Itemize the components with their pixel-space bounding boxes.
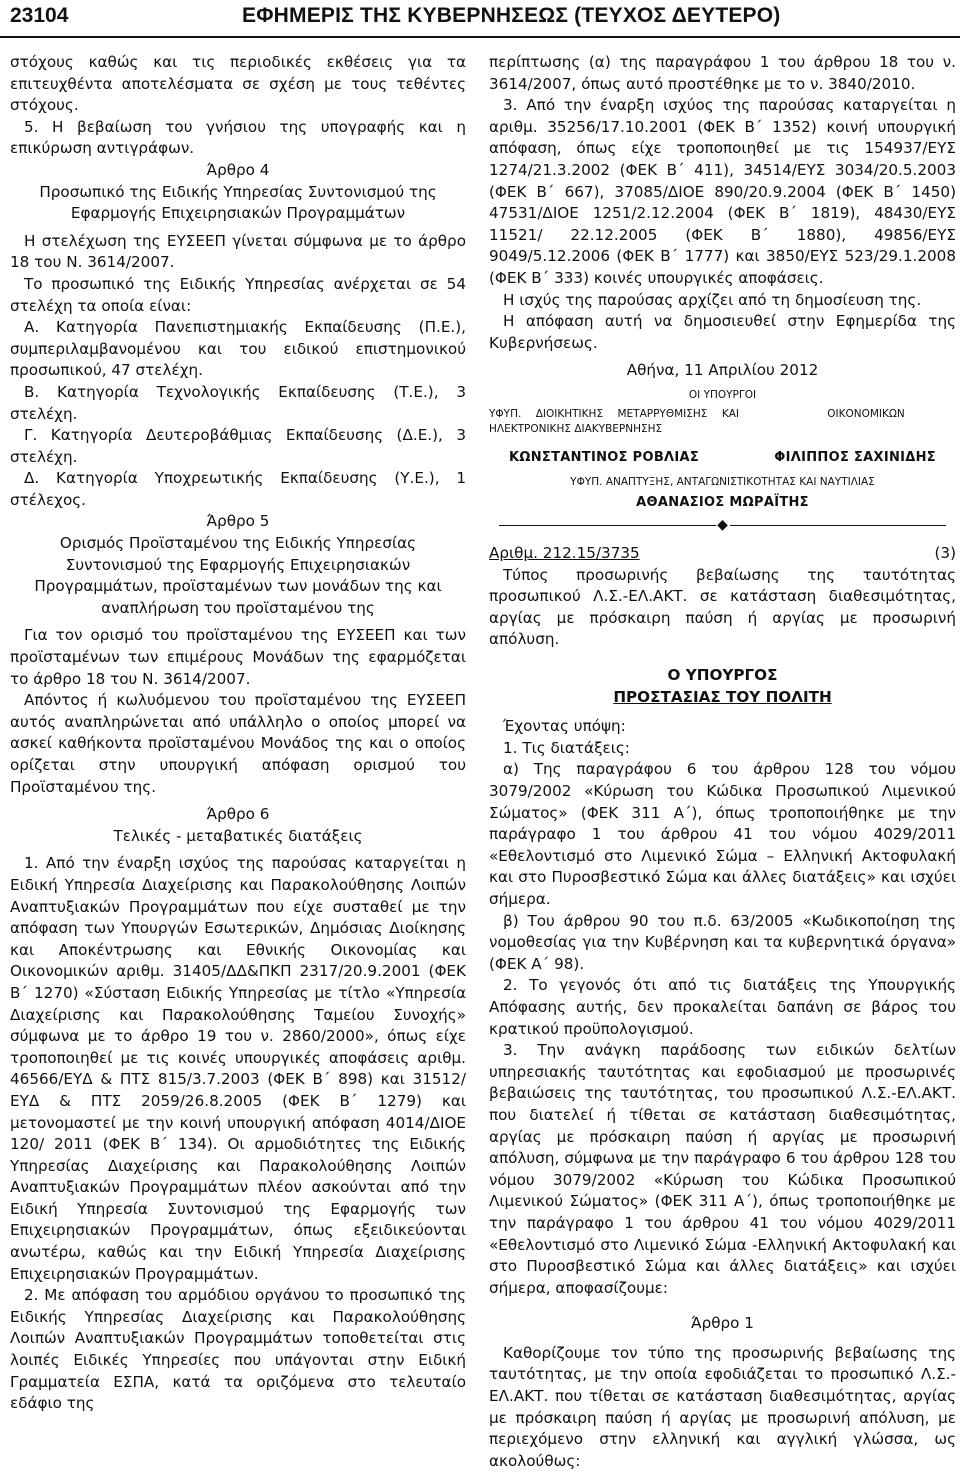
gazette-title: ΕΦΗΜΕΡΙΣ ΤΗΣ ΚΥΒΕΡΝΗΣΕΩΣ (ΤΕΥΧΟΣ ΔΕΥΤΕΡΟ) <box>242 4 781 27</box>
paragraph: Β. Κατηγορία Τεχνολογικής Εκπαίδευσης (Τ.Ε.), 3 στελέχη. <box>10 382 466 423</box>
paragraph: 1. Τις διατάξεις: <box>503 738 630 757</box>
decision-index: (3) <box>934 544 956 563</box>
article-5-heading: Ορισμός Προϊσταμένου της Ειδικής Υπηρεσίας Συντονισμού της Εφαρμογής Επιχειρησιακών Προγραμμάτων, προϊσταμένων των μονάδων της και αναπλήρωση του προϊσταμένου της <box>34 534 442 617</box>
paragraph: Α. Κατηγορία Πανεπιστημιακής Εκπαίδευσης (Π.Ε.), συμπεριλαμβανομένου και του ειδικού επιστημονικού προσωπικού, 47 στελέχη. <box>10 318 466 380</box>
decision-title: Τύπος προσωρινής βεβαίωσης της ταυτότητας προσωπικού Λ.Σ.-ΕΛ.ΑΚΤ. σε κατάσταση διαθεσιμότητας, αργίας με πρόσκαιρη παύση ή αργίας με προσωρινή απόλυση. <box>489 565 956 649</box>
paragraph: Δ. Κατηγορία Υποχρεωτικής Εκπαίδευσης (Υ.Ε.), 1 στέλεχος. <box>10 469 466 509</box>
paragraph: β) Του άρθρου 90 του π.δ. 63/2005 «Κωδικοποίηση της νομοθεσίας για την Κυβέρνηση και τα κυβερνητικά όργανα» (ΦΕΚ Α΄ 98). <box>489 911 956 973</box>
ministers-label: ΟΙ ΥΠΟΥΡΓΟΙ <box>688 388 757 401</box>
paragraph: 2. Το γεγονός ότι από τις διατάξεις της Υπουργικής Απόφασης αυτής, δεν προκαλείται δαπάνη σε βάρος του κρατικού προϋπολογισμού. <box>489 976 956 1038</box>
minister-name: ΦΙΛΙΠΠΟΣ ΣΑΧΙΝΙΔΗΣ <box>774 449 936 465</box>
header-rule <box>0 36 960 38</box>
paragraph: Γ. Κατηγορία Δευτεροβάθμιας Εκπαίδευσης (Δ.Ε.), 3 στελέχη. <box>10 426 466 466</box>
paragraph: Το προσωπικό της Ειδικής Υπηρεσίας ανέρχεται σε 54 στελέχη τα οποία είναι: <box>10 274 466 315</box>
section-divider <box>489 515 956 537</box>
article-6-heading: Τελικές - μεταβατικές διατάξεις <box>113 826 363 845</box>
paragraph: Καθορίζουμε τον τύπο της προσωρινής βεβαίωσης της ταυτότητας, με την οποία εφοδιάζεται το προσωπικό Λ.Σ.-ΕΛ.ΑΚΤ. που τίθεται σε κατάσταση διαθεσιμότητας, αργίας με πρόσκαιρη παύση ή αργίας με προσωρινή απόλυση, με περιεχόμενο στην ελληνική και αγγλική γλώσσα, ως ακολούθως: <box>489 1343 956 1470</box>
decision-number-row <box>489 543 956 565</box>
signature-names-row <box>489 447 956 469</box>
paragraph: Έχοντας υπόψη: <box>503 717 626 736</box>
paragraph: α) Της παραγράφου 6 του άρθρου 128 του νόμου 3079/2002 «Κύρωση του Κώδικα Προσωπικού Λιμενικού Σώματος» (ΦΕΚ 311 Α΄), όπως τροποποιήθηκε με την παράγραφο 1 του άρθρου 41 του νόμου 4029/2011 «Εθελοντισμό στο Λιμενικό Σώμα – Ελληνική Ακτοφυλακή και στο Πυροσβεστικό Σώμα και άλλες διατάξεις» και ισχύει σήμερα. <box>489 760 956 908</box>
minister-title: Ο ΥΠΟΥΡΓΟΣ <box>667 666 778 685</box>
minister-name: ΑΘΑΝΑΣΙΟΣ ΜΩΡΑΪΤΗΣ <box>636 494 809 510</box>
article-1-title: Άρθρο 1 <box>691 1314 754 1333</box>
paragraph: περίπτωσης (α) της παραγράφου 1 του άρθρου 18 του ν. 3614/2007, όπως αυτό προστέθηκε με το ν. 3840/2010. <box>489 53 956 93</box>
page-header <box>0 0 960 40</box>
left-column <box>10 52 466 1415</box>
minister-subtitle: ΠΡΟΣΤΑΣΙΑΣ ΤΟΥ ΠΟΛΙΤΗ <box>613 687 832 706</box>
paragraph: στόχους καθώς και τις περιοδικές εκθέσεις για τα επιτευχθέντα αποτελέσματα σε σχέση με τους τεθέντες στόχους. <box>10 53 466 115</box>
paragraph: 1. Από την έναρξη ισχύος της παρούσας καταργείται η Ειδική Υπηρεσία Διαχείρισης και Παρακολούθησης Λοιπών Αναπτυξιακών Προγραμμάτων που είχε συσταθεί με την απόφαση των Υπουργών Εσωτερικών, Δημόσιας Διοίκησης και Αποκέντρωσης και Εθνικής Οικονομίας και Οικονομικών αριθμ. 31405/ΔΔ&ΠΚΠ 2317/20.9.2001 (ΦΕΚ Β΄ 1270) «Σύσταση Ειδικής Υπηρεσίας με τίτλο «Υπηρεσία Διαχείρισης και Παρακολούθησης Ταμείου Συνοχής» σύμφωνα με το άρθρο 19 του ν. 2860/2000», όπως είχε τροποποιηθεί με τις κοινές υπουργικές αποφάσεις αριθμ. 46566/ΕΥΔ & ΠΤΣ 815/3.7.2003 (ΦΕΚ Β΄ 898) και 31512/ΕΥΔ & ΠΤΣ 2059/26.8.2005 (ΦΕΚ Β΄ 1279) και μετονομαστεί με την κοινή υπουργική απόφαση 4014/ΔΙΟΕ 120/ 2011 (ΦΕΚ Β΄ 134). Οι αρμοδιότητες της Ειδικής Υπηρεσίας Διαχείρισης και Παρακολούθησης Λοιπών Αναπτυξιακών Προγραμμάτων πλέον ασκούνται από την Ειδική Υπηρεσία Συντονισμού της Εφαρμογής των Επιχειρησιακών Προγραμμάτων, όπως εξειδικεύονται ανωτέρω, καθώς και την Ειδική Υπηρεσία Διαχείρισης Επιχειρησιακών Προγραμμάτων. <box>10 854 466 1283</box>
article-6-title: Άρθρο 6 <box>206 805 270 824</box>
paragraph: 5. Η βεβαίωση του γνήσιου της υπογραφής και η επικύρωση αντιγράφων. <box>10 117 466 158</box>
place-date: Αθήνα, 11 Απριλίου 2012 <box>626 361 819 380</box>
page-number: 23104 <box>10 4 69 27</box>
right-column <box>489 52 956 1472</box>
paragraph: 3. Την ανάγκη παράδοσης των ειδικών δελτίων υπηρεσιακής ταυτότητας και εφοδιασμού με προσωρινές βεβαιώσεις της ταυτότητας, του προσωπικού Λ.Σ.-ΕΛ.ΑΚΤ. που διατελεί ή τίθεται σε κατάσταση διαθεσιμότητας, αργίας με πρόσκαιρη παύση ή αργίας με προσωρινή απόλυση, σύμφωνα με την παράγραφο 6 του άρθρου 128 του νόμου 3079/2002 «Κύρωση του Κώδικα Προσωπικού Λιμενικού Σώματος» (ΦΕΚ 311 Α΄), όπως τροποποιήθηκε με την παράγραφο 1 του άρθρου 41 του νόμου 4029/2011 «Εθελοντισμό στο Λιμενικό Σώμα -Ελληνική Ακτοφυλακή και στο Πυροσβεστικό Σώμα και άλλες διατάξεις» και ισχύει σήμερα, αποφασίζουμε: <box>489 1041 956 1297</box>
paragraph: Η ισχύς της παρούσας αρχίζει από τη δημοσίευση της. <box>503 290 922 309</box>
paragraph: Απόντος ή κωλυόμενου του προϊσταμένου της ΕΥΣΕΕΠ αυτός αναπληρώνεται από υπάλληλο ο οποίος μπορεί να ασκεί καθήκοντα προϊσταμένου Μονάδος της και ο οποίος ορίζεται στην υπουργική απόφαση ορισμού του Προϊσταμένου της. <box>10 691 466 796</box>
minister-role: ΥΦΥΠ. ΔΙΟΙΚΗΤΙΚΗΣ ΜΕΤΑΡΡΥΘΜΙΣΗΣ ΚΑΙ ΗΛΕΚΤΡΟΝΙΚΗΣ ΔΙΑΚΥΒΕΡΝΗΣΗΣ <box>489 407 739 435</box>
paragraph: 3. Από την έναρξη ισχύος της παρούσας καταργείται η αριθμ. 35256/17.10.2001 (ΦΕΚ Β΄ 1352) κοινή υπουργική απόφαση, όπως είχε τροποποιηθεί με τις 154937/ΕΥΣ 1274/21.3.2002 (ΦΕΚ Β΄ 411), 34514/ΕΥΣ 3034/20.5.2003 (ΦΕΚ Β΄ 667), 37085/ΔΙΟΕ 890/20.9.2004 (ΦΕΚ Β΄ 1450) 47531/ΔΙΟΕ 1251/2.12.2004 (ΦΕΚ Β΄ 1819), 48430/ΕΥΣ 11521/ 22.12.2005 (ΦΕΚ Β΄ 1880), 49856/ΕΥΣ 9049/5.12.2006 (ΦΕΚ Β΄ 1777) και 3850/ΕΥΣ 523/29.1.2008 (ΦΕΚ Β΄ 333) κοινές υπουργικές αποφάσεις. <box>489 96 956 287</box>
article-4-title: Άρθρο 4 <box>206 160 270 179</box>
signature-roles-row <box>489 407 956 437</box>
minister-role: ΟΙΚΟΝΟΜΙΚΩΝ <box>827 407 905 420</box>
article-4-heading: Προσωπικό της Ειδικής Υπηρεσίας Συντονισμού της Εφαρμογής Επιχειρησιακών Προγραμμάτων <box>39 182 437 223</box>
paragraph: Για τον ορισμό του προϊσταμένου της ΕΥΣΕΕΠ και των προϊσταμένων των επιμέρους Μονάδων της εφαρμόζεται το άρθρο 18 του Ν. 3614/2007. <box>10 626 466 688</box>
article-5-title: Άρθρο 5 <box>206 512 270 531</box>
paragraph: Η στελέχωση της ΕΥΣΕΕΠ γίνεται σύμφωνα με το άρθρο 18 του Ν. 3614/2007. <box>10 231 466 272</box>
minister-role: ΥΦΥΠ. ΑΝΑΠΤΥΞΗΣ, ΑΝΤΑΓΩΝΙΣΤΙΚΟΤΗΤΑΣ ΚΑΙ ΝΑΥΤΙΛΙΑΣ <box>570 475 875 488</box>
paragraph: 2. Με απόφαση του αρμόδιου οργάνου το προσωπικό της Ειδικής Υπηρεσίας Διαχείρισης και Παρακολούθησης Λοιπών Αναπτυξιακών Προγραμμάτων τοποθετείται στις λοιπές Ειδικές Υπηρεσίες που υπάγονται στην Ειδική Γραμματεία ΕΣΠΑ, κατά τα οριζόμενα στο τελευταίο εδάφιο της <box>10 1286 466 1413</box>
diamond-icon: ◆ <box>717 517 728 534</box>
decision-number: Αριθμ. 212.15/3735 <box>489 544 640 563</box>
minister-name: ΚΩΝΣΤΑΝΤΙΝΟΣ ΡΟΒΛΙΑΣ <box>509 449 700 465</box>
paragraph: Η απόφαση αυτή να δημοσιευθεί στην Εφημερίδα της Κυβερνήσεως. <box>489 312 956 352</box>
